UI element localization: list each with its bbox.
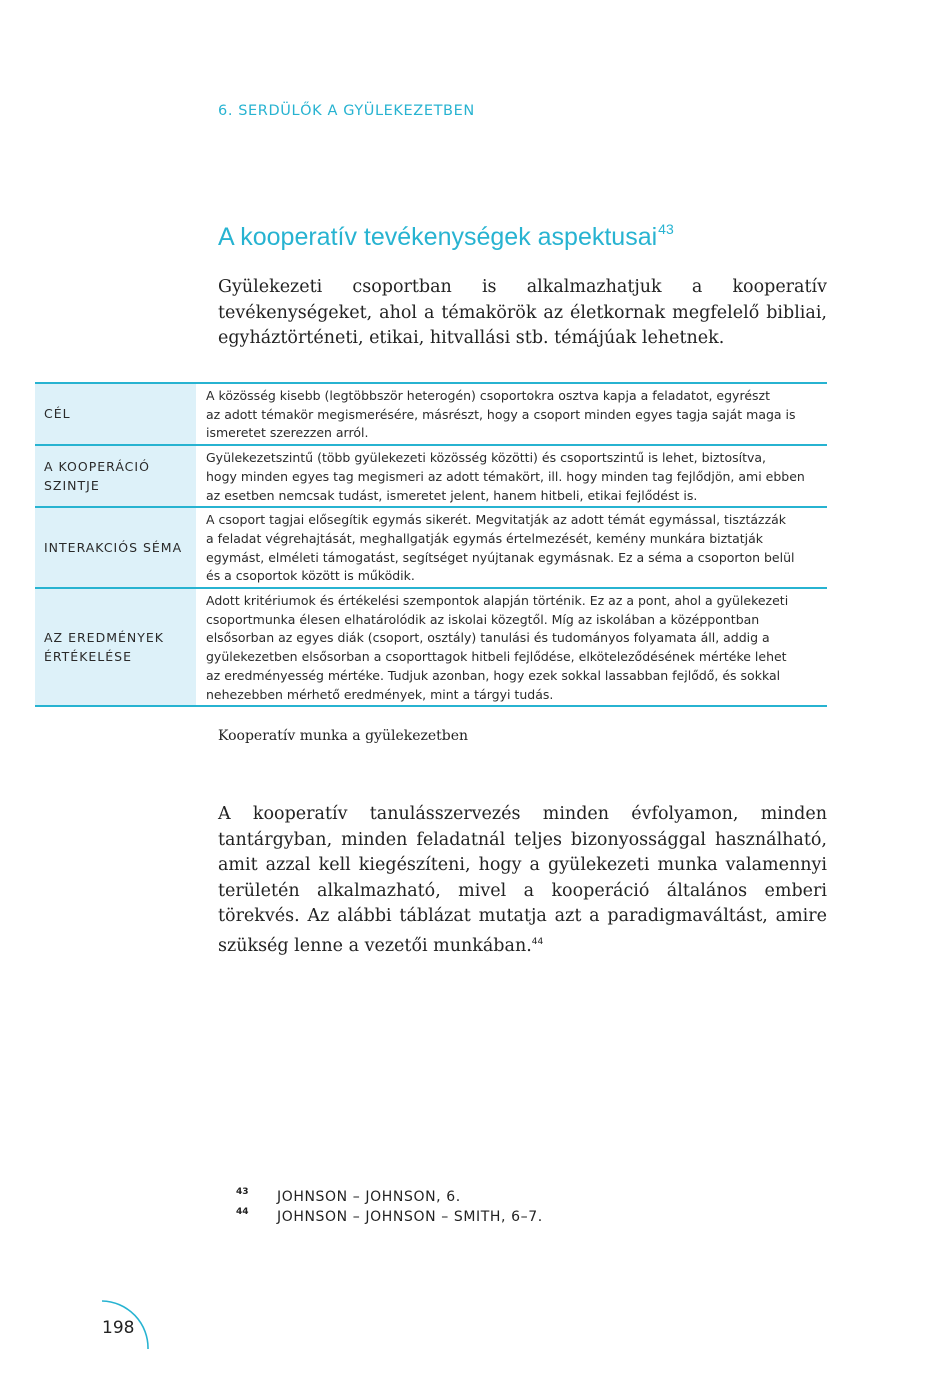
footnote-ref-44[interactable]: 44 bbox=[531, 936, 544, 947]
footnote-text: JOHNSON – JOHNSON, 6. bbox=[277, 1189, 461, 1205]
row-description: Adott kritériumok és értékelési szempontok alapján történik. Ez az a pont, ahol a gyülekezeti csoportmunka élesen elhatárolódik az iskolai közegtől. Míg az iskolában a középpontban elsősorban az egyes diák (csoport, osztály) tanulási és tudományos folyamata áll, addig a gyülekezetben elsősorban a csoporttagok hitbeli fejlődése, elköteleződésének mértéke lehet az eredményesség mértéke. Tudjuk azonban, hogy ezek sokkal lassabban fejlődő, és sokkal nehezebben mérhető eredmények, mint a tárgyi tudás. bbox=[196, 588, 827, 706]
row-description: A közösség kisebb (legtöbbször heterogén) csoportokra osztva kapja a feladatot, egyrészt az adott témakör megismerésére, másrészt, hogy a csoport minden egyes tagja saját maga is ismeretet szerezzen arról. bbox=[206, 388, 796, 441]
footnote-text: JOHNSON – JOHNSON – SMITH, 6–7. bbox=[277, 1209, 543, 1225]
table-row bbox=[35, 383, 827, 445]
second-paragraph-text: A kooperatív tanulásszervezés minden évfolyamon, minden tantárgyban, minden feladatnál teljes bizonyossággal használható, amit azzal kell kiegészíteni, hogy a gyülekezeti munka valamennyi területén alkalmazható, mivel a kooperáció általános emberi törekvés. Az alábbi táblázat mutatja azt a paradigmaváltást, amire szükség lenne a vezetői munkában. bbox=[218, 804, 827, 956]
row-description: A csoport tagjai elősegítik egymás sikerét. Megvitatják az adott témát egymással, tisztázzák a feladat végrehajtását, meghallgatják egymás értelmezését, kemény munkára biztatják egymást, elméleti támogatást, segítséget nyújtanak egymásnak. Ez a séma a csoporton belül és a csoportok között is működik. bbox=[196, 507, 827, 588]
row-label: A KOOPERÁCIÓ SZINTJE bbox=[35, 445, 196, 507]
intro-paragraph: Gyülekezeti csoportban is alkalmazhatjuk a kooperatív tevékenységeket, ahol a témakörök az életkornak megfelelő bibliai, egyháztörténeti, etikai, hitvallási stb. témájúak lehetnek. bbox=[218, 277, 827, 348]
table-row bbox=[35, 507, 827, 588]
row-label: AZ EREDMÉNYEK ÉRTÉKELÉSE bbox=[35, 588, 196, 706]
table-row bbox=[35, 588, 827, 706]
table-row bbox=[35, 445, 827, 507]
footnote-ref-43[interactable]: 43 bbox=[658, 221, 674, 237]
cooperative-aspects-table bbox=[35, 382, 827, 707]
table-caption: Kooperatív munka a gyülekezetben bbox=[218, 728, 469, 744]
row-label: INTERAKCIÓS SÉMA bbox=[35, 507, 196, 588]
row-label: CÉL bbox=[35, 383, 196, 445]
row-description: Gyülekezetszintű (több gyülekezeti közösség közötti) és csoportszintű is lehet, biztosítva, hogy minden egyes tag megismeri az adott témakört, ill. hogy minden tag fejlődjön, ami ebben az esetben nemcsak tudást, ismeretet jelent, hanem hitbeli, etikai fejlődést is. bbox=[196, 445, 827, 507]
section-title-text: A kooperatív tevékenységek aspektusai bbox=[218, 223, 658, 251]
footnote-number: 44 bbox=[236, 1207, 249, 1217]
section-title bbox=[218, 221, 674, 252]
footnote-number: 43 bbox=[236, 1187, 249, 1197]
second-paragraph bbox=[218, 802, 827, 959]
page-number: 198 bbox=[102, 1318, 135, 1338]
running-head: 6. SERDÜLŐK A GYÜLEKEZETBEN bbox=[218, 103, 475, 119]
